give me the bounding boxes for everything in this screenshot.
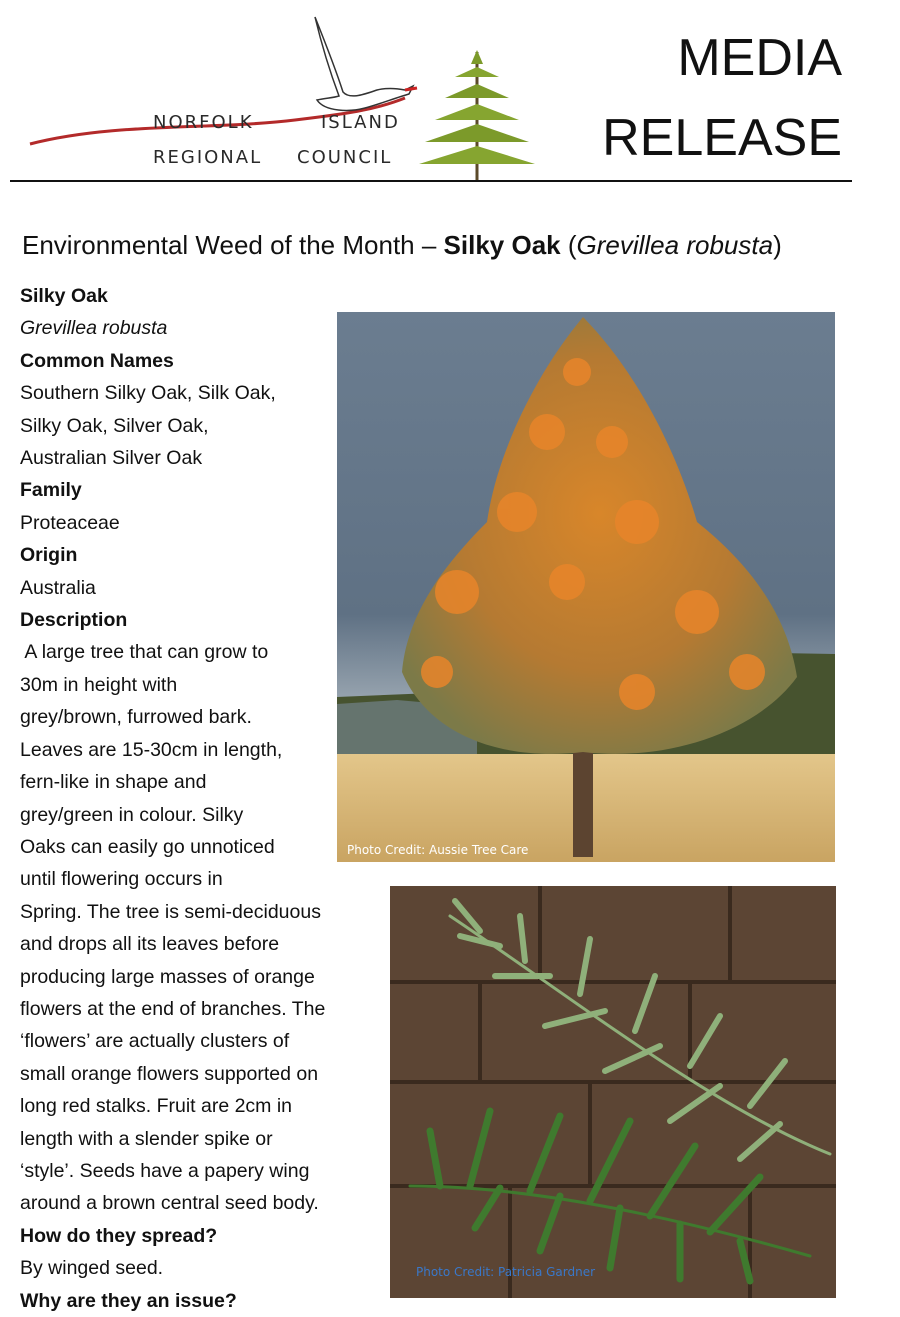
family-heading: Family <box>20 479 82 502</box>
species-scientific-name: Grevillea robusta <box>20 317 168 340</box>
leaf-photo-credit: Photo Credit: Patricia Gardner <box>416 1265 596 1279</box>
council-logo <box>25 12 555 184</box>
norfolk-pine-icon <box>419 50 535 182</box>
description-line: A large tree that can grow to <box>20 641 269 664</box>
headline-close-paren: ) <box>773 230 782 260</box>
issue-heading: Why are they an issue? <box>20 1289 237 1312</box>
spread-value: By winged seed. <box>20 1257 164 1280</box>
family-value: Proteaceae <box>20 511 120 534</box>
common-names-line: Southern Silky Oak, Silk Oak, <box>20 382 276 405</box>
description-line: long red stalks. Fruit are 2cm in <box>20 1095 293 1118</box>
common-names-heading: Common Names <box>20 349 174 372</box>
description-line: grey/green in colour. Silky <box>20 803 244 826</box>
description-line: producing large masses of orange <box>20 965 315 988</box>
description-line: grey/brown, furrowed bark. <box>20 706 252 729</box>
org-name-norfolk: NORFOLK <box>153 112 254 133</box>
media-release-title-line1: MEDIA <box>677 29 842 87</box>
description-line: length with a slender spike or <box>20 1127 273 1150</box>
headline-common-name: Silky Oak <box>443 230 561 260</box>
common-names-line: Australian Silver Oak <box>20 447 203 470</box>
description-line: and drops all its leaves before <box>20 933 280 956</box>
species-title: Silky Oak <box>20 285 108 307</box>
silky-oak-tree-photo <box>337 312 835 862</box>
tree-photo-credit: Photo Credit: Aussie Tree Care <box>347 843 529 857</box>
fact-sheet-body <box>20 280 360 1317</box>
description-line: small orange flowers supported on <box>20 1062 319 1085</box>
org-name-island: ISLAND <box>321 112 400 133</box>
description-line: flowers at the end of branches. The <box>20 997 326 1020</box>
description-heading: Description <box>20 609 128 632</box>
description-line: until flowering occurs in <box>20 868 223 891</box>
org-name-regional: REGIONAL <box>153 147 263 168</box>
description-line: ‘flowers’ are actually clusters of <box>20 1030 290 1053</box>
org-name-council: COUNCIL <box>297 147 393 168</box>
media-release-title-line2: RELEASE <box>602 109 842 167</box>
logo-artwork <box>25 12 555 184</box>
description-line: Spring. The tree is semi-deciduous <box>20 900 321 923</box>
headline-prefix: Environmental Weed of the Month – <box>22 230 444 260</box>
origin-heading: Origin <box>20 544 78 567</box>
description-line: around a brown central seed body. <box>20 1192 319 1215</box>
leaf-illustration <box>390 886 836 1298</box>
page-headline <box>22 230 862 261</box>
spread-heading: How do they spread? <box>20 1224 218 1247</box>
description-line: fern-like in shape and <box>20 771 207 794</box>
tree-illustration <box>337 312 835 862</box>
description-line: Oaks can easily go unnoticed <box>20 835 275 858</box>
headline-scientific-name: Grevillea robusta <box>576 230 774 260</box>
headline-open-paren: ( <box>560 230 577 260</box>
header-divider <box>10 180 852 182</box>
description-line: Leaves are 15-30cm in length, <box>20 738 283 761</box>
common-names-line: Silky Oak, Silver Oak, <box>20 414 209 437</box>
origin-value: Australia <box>20 576 96 599</box>
tern-bird-icon <box>315 17 417 110</box>
description-line: ‘style’. Seeds have a papery wing <box>20 1159 310 1182</box>
description-line: 30m in height with <box>20 673 178 696</box>
silky-oak-leaf-photo <box>390 886 836 1298</box>
